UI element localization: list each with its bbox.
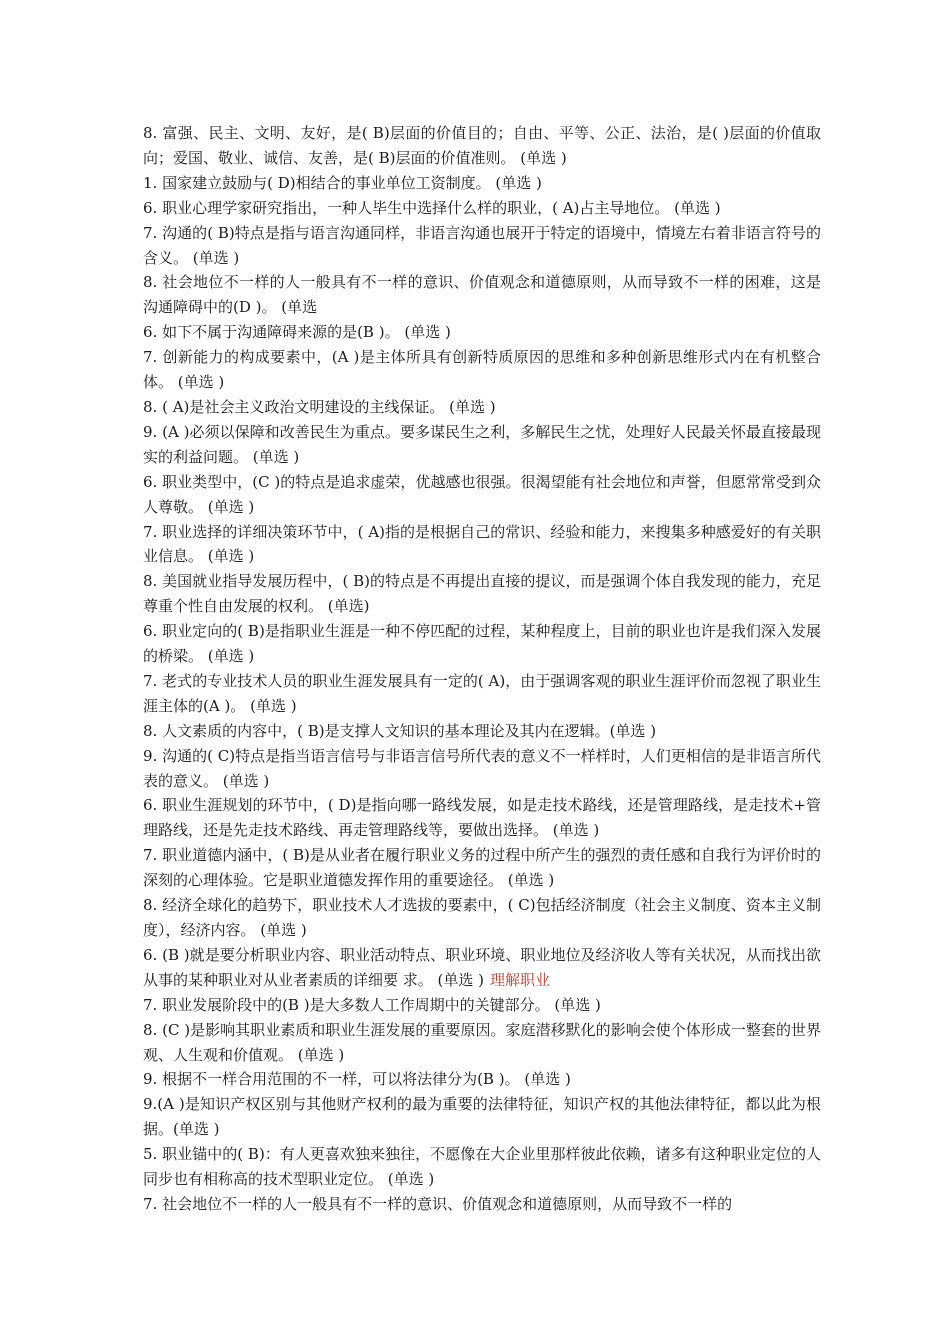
question-item: 6. 职业定向的( B)是指职业生涯是一种不停匹配的过程，某种程度上，目前的职业也许是我们深入发展的桥梁。 (单选 ) [143, 622, 821, 666]
question-item: 1. 国家建立鼓励与( D)相结合的事业单位工资制度。 (单选 ) [143, 173, 542, 192]
annotation-note: 理解职业 [490, 970, 551, 989]
question-item: 9.(A )是知识产权区别与其他财产权利的最为重要的法律特征，知识产权的其他法律特征，都以此为根据。(单选 ) [143, 1095, 821, 1139]
question-item: 8. ( A)是社会主义政治文明建设的主线保证。 (单选 ) [143, 397, 496, 416]
question-item: 9. (A )必须以保障和改善民生为重点。要多谋民生之利，多解民生之忧，处理好人民最关怀最直接最现实的利益问题。 (单选 ) [143, 422, 821, 466]
question-item: 8. 社会地位不一样的人一般具有不一样的意识、价值观念和道德原则，从而导致不一样的困难，这是沟通障碍中的(D )。 (单选 [143, 273, 821, 317]
question-item: 7. 创新能力的构成要素中，(A )是主体所具有创新特质原因的思维和多种创新思维形式内在有机整合体。 (单选 ) [143, 348, 821, 392]
question-item: 5. 职业锚中的( B)：有人更喜欢独来独往，不愿像在大企业里那样彼此依赖，诸多有这种职业定位的人同步也有相称高的技术型职业定位。 (单选 ) [143, 1145, 821, 1189]
question-item: 7. 沟通的( B)特点是指与语言沟通同样，非语言沟通也展开于特定的语境中，情境左右着非语言符号的含义。 (单选 ) [143, 223, 821, 267]
question-item: 7. 社会地位不一样的人一般具有不一样的意识、价值观念和道德原则，从而导致不一样的 [143, 1194, 733, 1213]
question-item: 7. 职业道德内涵中，( B)是从业者在履行职业义务的过程中所产生的强烈的责任感和自我行为评价时的 深刻的心理体验。它是职业道德发挥作用的重要途径。 (单选 ) [143, 846, 821, 890]
question-item: 9. 根据不一样合用范围的不一样，可以将法律分为(B )。 (单选 ) [143, 1070, 571, 1089]
question-item: 8. 富强、民主、文明、友好，是( B)层面的价值目的；自由、平等、公正、法治，是( )层面的价值取向；爱国、敬业、诚信、友善，是( B)层面的价值准则。 (单选 ) [143, 124, 821, 167]
question-item: 6. 如下不属于沟通障碍来源的是(B )。 (单选 ) [143, 323, 451, 342]
question-item: 7. 职业选择的详细决策环节中，( A)指的是根据自己的常识、经验和能力，来搜集多种感爱好的有关职业信息。 (单选 ) [143, 522, 821, 566]
question-item: 8. 经济全球化的趋势下，职业技术人才选拔的要素中，( C)包括经济制度（社会主义制度、资本主义制 度），经济内容。 (单选 ) [143, 896, 821, 939]
question-item: 9. 沟通的( C)特点是指当语言信号与非语言信号所代表的意义不一样样时，人们更相信的是非语言所代表的意义。 (单选 ) [143, 746, 821, 790]
question-item: 6. 职业生涯规划的环节中，( D)是指向哪一路线发展，如是走技术路线，还是管理路线，是走技术+管 理路线，还是先走技术路线、再走管理路线等，要做出选择。 (单选 ) [143, 796, 821, 840]
document-page [143, 121, 821, 1217]
question-item: 7. 老式的专业技术人员的职业生涯发展具有一定的( A)，由于强调客观的职业生涯评价而忽视了职业生涯主体的(A )。 (单选 ) [143, 671, 821, 715]
question-item: 6. (B )就是要分析职业内容、职业活动特点、职业环境、职业地位及经济收人等有关状况，从而找出欲从事的某种职业对从业者素质的详细要 求。 (单选 ) 理解职业 [143, 945, 821, 989]
question-item: 8. 人文素质的内容中，( B)是支撑人文知识的基本理论及其内在逻辑。(单选 ) [143, 721, 657, 740]
question-item: 7. 职业发展阶段中的(B )是大多数人工作周期中的关键部分。 (单选 ) [143, 995, 601, 1014]
question-item: 6. 职业类型中，(C )的特点是追求虚荣，优越感也很强。很渴望能有社会地位和声誉，但愿常常受到众人尊敬。 (单选 ) [143, 472, 821, 516]
question-item: 8. (C )是影响其职业素质和职业生涯发展的重要原因。家庭潜移默化的影响会使个体形成一整套的世界观、人生观和价值观。 (单选 ) [143, 1020, 821, 1064]
question-item: 8. 美国就业指导发展历程中，( B)的特点是不再提出直接的提议，而是强调个体自我发现的能力，充足尊重个性自由发展的权利。 (单选) [143, 572, 821, 616]
question-item: 6. 职业心理学家研究指出，一种人毕生中选择什么样的职业，( A)占主导地位。 (单选 ) [143, 198, 721, 217]
